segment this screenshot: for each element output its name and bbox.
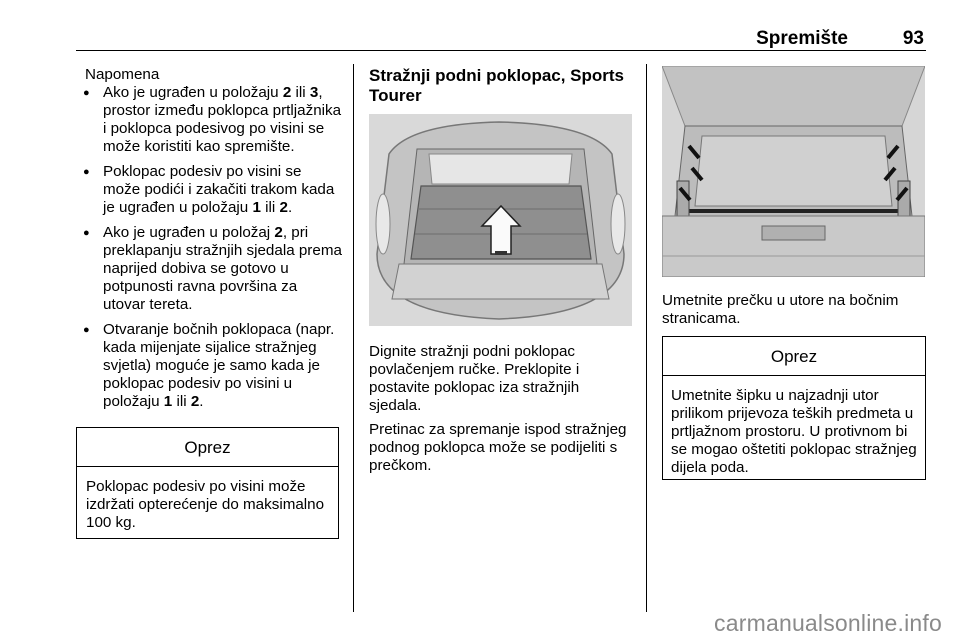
cargo-floor-drawing — [662, 66, 925, 277]
caution-title: Oprez — [663, 337, 925, 376]
car-trunk-drawing — [369, 114, 632, 326]
figure-caption: Umetnite prečku u utore na bočnim stranicama. — [662, 292, 899, 327]
section-title: Stražnji podni poklopac, Sports Tourer — [369, 66, 625, 105]
column-2 — [369, 66, 635, 106]
column-1 — [76, 66, 342, 418]
page-header — [76, 26, 926, 48]
column-3-text — [662, 292, 928, 334]
trunk-floor-cover-illustration — [369, 114, 632, 326]
list-item: ● Ako je ugrađen u položaj 2, pri preklapanju stražnjih sjedala prema naprijed dobiva se gotovo u potpunosti ravna površina za utovar tereta. — [76, 224, 342, 314]
page-number: 93 — [902, 28, 924, 49]
caution-text: Poklopac podesiv po visini može izdržati opterećenje do maksimalno 100 kg. — [86, 478, 325, 531]
paragraph: Dignite stražnji podni poklopac povlačenjem ručke. Preklopite i postavite poklopac iza stražnjih sjedala. — [369, 343, 580, 414]
paragraph: Pretinac za spremanje ispod stražnjeg podnog poklopca može se podijeliti s prečkom. — [369, 421, 627, 474]
column-divider-2 — [646, 64, 647, 612]
page-title: Spremište — [756, 28, 848, 49]
column-divider-1 — [353, 64, 354, 612]
column-2-text — [369, 343, 635, 481]
caution-box-1 — [76, 427, 339, 539]
cargo-divider-illustration — [662, 66, 925, 277]
list-item: ● Otvaranje bočnih poklopaca (napr. kada mijenjate sijalice stražnjeg svjetla) moguće je samo kada je poklopac podesiv po visini u položaju 1 ili 2. — [76, 321, 342, 411]
caution-title: Oprez — [77, 428, 338, 467]
caution-text: Umetnite šipku u najzadnji utor prilikom prijevoza teških predmeta u prtljažnom prostoru. U protivnom bi se mogao oštetiti poklopac stražnjeg dijela poda. — [671, 387, 917, 476]
header-rule — [76, 50, 926, 51]
caution-box-2 — [662, 336, 926, 480]
list-item: ● Poklopac podesiv po visini se može podići i zakačiti trakom kada je ugrađen u položaju 1 ili 2. — [76, 163, 342, 217]
note-list — [76, 84, 342, 411]
watermark: carmanualsonline.info — [714, 610, 942, 636]
note-title: Napomena — [85, 66, 160, 83]
list-item: ● Ako je ugrađen u položaju 2 ili 3, prostor između poklopca prtljažnika i poklopca podesivog po visini se može koristiti kao spremište. — [76, 84, 342, 156]
